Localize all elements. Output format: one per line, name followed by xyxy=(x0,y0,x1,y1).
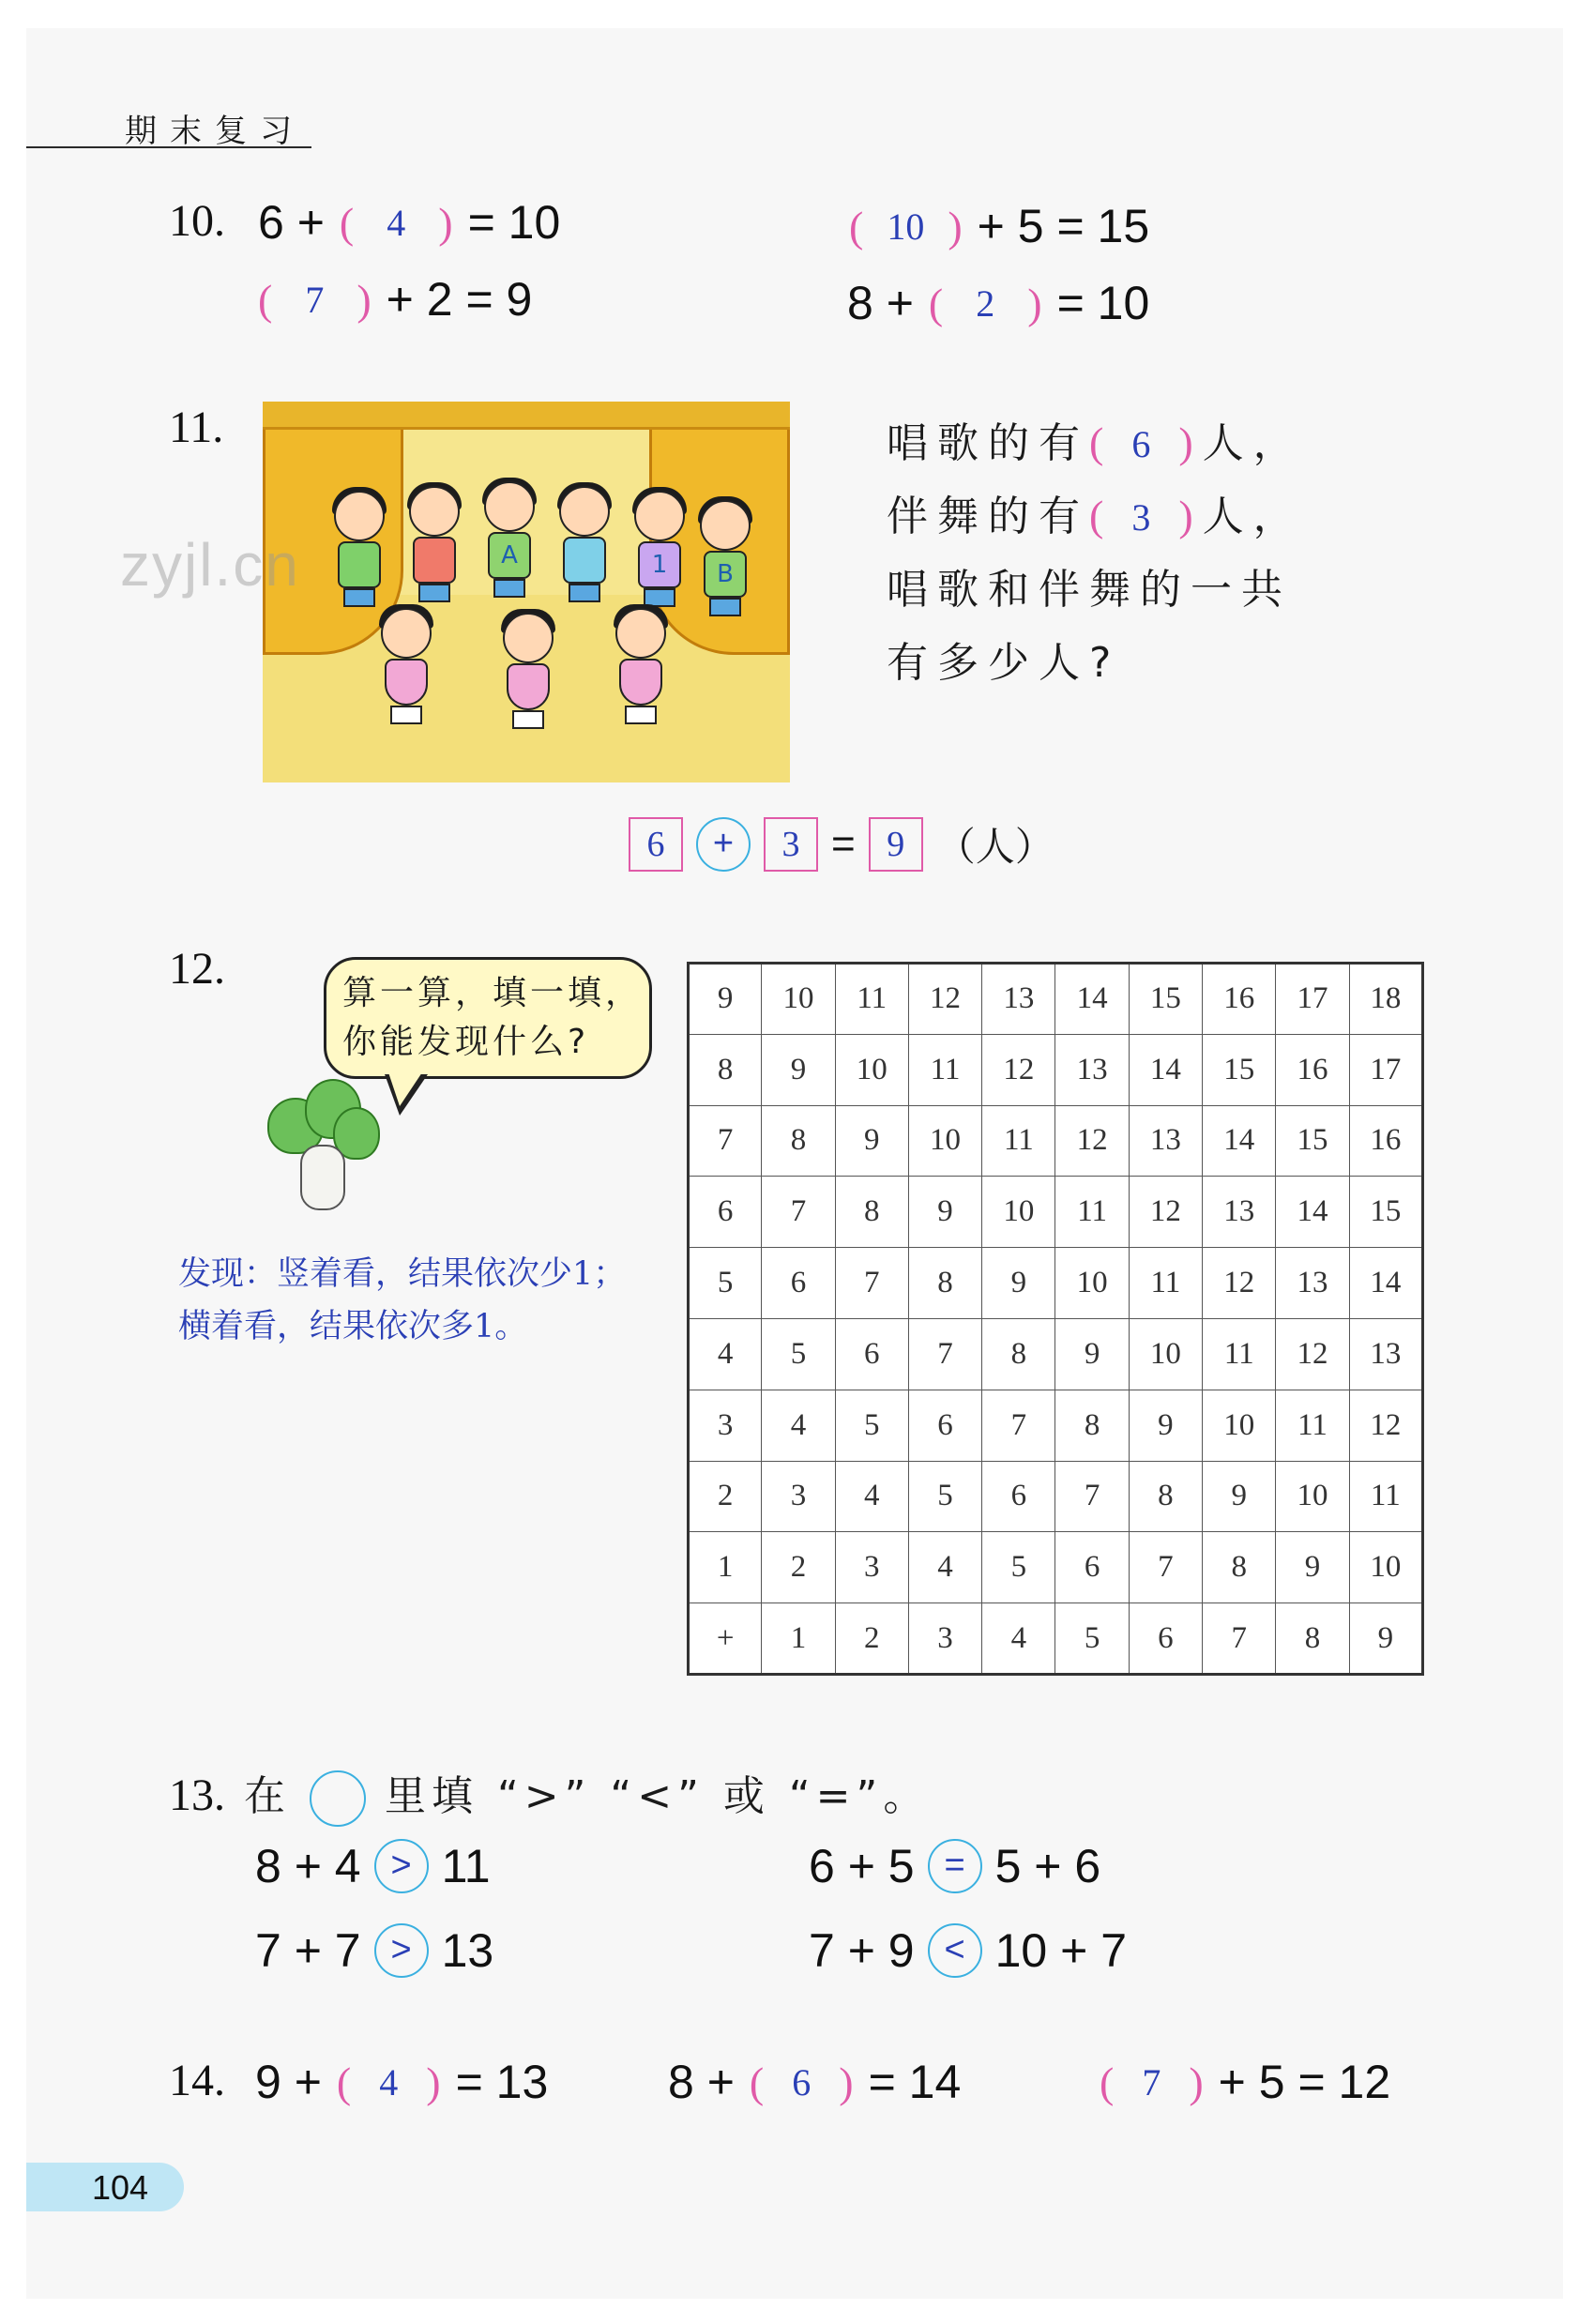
grid-cell: 6 xyxy=(835,1318,908,1390)
grid-cell: 14 xyxy=(1055,964,1129,1035)
grid-cell: 7 xyxy=(835,1248,908,1319)
grid-row xyxy=(689,1105,1423,1177)
grid-cell: 2 xyxy=(689,1461,762,1532)
q10-eq2-right: + 5 = 15 xyxy=(977,200,1150,252)
q14-equation-3: ( 7 ) + 5 = 12 xyxy=(1100,2056,1391,2108)
grid-cell: 12 xyxy=(1203,1248,1276,1319)
grid-cell: 16 xyxy=(1349,1105,1422,1177)
grid-cell: 9 xyxy=(1129,1390,1202,1461)
paren-close: ) xyxy=(1027,279,1042,327)
grid-row xyxy=(689,1318,1423,1390)
grid-cell: 10 xyxy=(908,1105,981,1177)
grid-cell: 10 xyxy=(835,1034,908,1105)
section-title: 期末复习 xyxy=(125,113,305,150)
q11-dancers-answer[interactable]: 3 xyxy=(1131,496,1161,539)
grid-cell: 11 xyxy=(1129,1248,1202,1319)
question-11-number: 11. xyxy=(169,403,224,452)
q13-item-1-sign[interactable]: > xyxy=(374,1839,429,1893)
q10-eq3-answer[interactable]: 7 xyxy=(305,278,325,321)
grid-cell: 7 xyxy=(908,1318,981,1390)
q13-item-4: 7 + 9 < 10 + 7 xyxy=(809,1924,1128,1977)
paren-open: ( xyxy=(849,202,864,251)
grid-cell: 7 xyxy=(1055,1461,1129,1532)
q13-item-2-sign[interactable]: = xyxy=(928,1839,982,1893)
q10-equation-2 xyxy=(849,199,1149,253)
singer-boy-5 xyxy=(629,491,690,603)
q10-equation-1 xyxy=(258,195,560,250)
q10-equation-4 xyxy=(847,276,1149,330)
grid-cell: 11 xyxy=(1055,1177,1129,1248)
grid-cell: 13 xyxy=(1055,1034,1129,1105)
calc-unit: （人） xyxy=(935,824,1054,870)
grid-cell: 13 xyxy=(982,964,1055,1035)
calc-equals: = xyxy=(831,821,856,867)
grid-cell: 5 xyxy=(1055,1603,1129,1675)
grid-cell: 12 xyxy=(1055,1105,1129,1177)
grid-cell: 5 xyxy=(982,1532,1055,1603)
q10-eq1-left: 6 + xyxy=(258,196,325,249)
q13-item-3-sign[interactable]: > xyxy=(374,1923,429,1978)
grid-cell: 11 xyxy=(982,1105,1055,1177)
grid-cell: 4 xyxy=(982,1603,1055,1675)
grid-cell: 8 xyxy=(689,1034,762,1105)
grid-cell: 5 xyxy=(762,1318,835,1390)
grid-cell: 17 xyxy=(1276,964,1349,1035)
calc-box-result[interactable]: 9 xyxy=(869,817,923,872)
q10-eq1-right: = 10 xyxy=(467,196,561,249)
grid-row xyxy=(689,1532,1423,1603)
grid-row xyxy=(689,1390,1423,1461)
grid-cell: 14 xyxy=(1349,1248,1422,1319)
grid-cell: 7 xyxy=(1203,1603,1276,1675)
q11-calculation xyxy=(629,816,1054,873)
grid-cell: 5 xyxy=(835,1390,908,1461)
grid-cell: 12 xyxy=(1129,1177,1202,1248)
q13-item-3: 7 + 7 > 13 xyxy=(255,1924,494,1977)
question-14-number: 14. xyxy=(169,2056,225,2105)
grid-cell: 12 xyxy=(1349,1390,1422,1461)
grid-cell: 4 xyxy=(835,1461,908,1532)
grid-cell: 16 xyxy=(1276,1034,1349,1105)
grid-cell: 9 xyxy=(982,1248,1055,1319)
grid-cell: 13 xyxy=(1349,1318,1422,1390)
grid-cell: 2 xyxy=(835,1603,908,1675)
grid-cell: 3 xyxy=(689,1390,762,1461)
grid-cell: 11 xyxy=(835,964,908,1035)
grid-cell: 1 xyxy=(762,1603,835,1675)
paren-close: ) xyxy=(357,275,372,324)
grid-cell: 8 xyxy=(1203,1532,1276,1603)
cabbage-mascot xyxy=(263,1079,385,1229)
singer-boy-4 xyxy=(554,486,615,599)
q10-eq4-answer[interactable]: 2 xyxy=(976,281,995,325)
grid-row xyxy=(689,1603,1423,1675)
grid-cell: + xyxy=(689,1603,762,1675)
grid-cell: 8 xyxy=(835,1177,908,1248)
grid-cell: 15 xyxy=(1129,964,1202,1035)
q14-eq3-answer[interactable]: 7 xyxy=(1142,2060,1161,2104)
grid-cell: 8 xyxy=(1276,1603,1349,1675)
grid-row xyxy=(689,1177,1423,1248)
q14-equation-1: 9 + ( 4 ) = 13 xyxy=(255,2056,549,2108)
grid-cell: 9 xyxy=(1349,1603,1422,1675)
paren-close: ) xyxy=(948,202,963,251)
question-13-number: 13. xyxy=(169,1770,225,1820)
shirt-number-1: 1 xyxy=(638,541,681,588)
grid-cell: 7 xyxy=(982,1390,1055,1461)
grid-cell: 6 xyxy=(908,1390,981,1461)
grid-cell: 8 xyxy=(908,1248,981,1319)
grid-cell: 10 xyxy=(1055,1248,1129,1319)
grid-cell: 12 xyxy=(982,1034,1055,1105)
grid-cell: 11 xyxy=(1203,1318,1276,1390)
question-12-number: 12. xyxy=(169,944,225,994)
grid-cell: 9 xyxy=(762,1034,835,1105)
grid-cell: 14 xyxy=(1276,1177,1349,1248)
q11-line-3: 唱歌和伴舞的一共 xyxy=(887,566,1292,614)
dancer-girl-3 xyxy=(610,608,672,721)
paren-open: ( xyxy=(258,275,273,324)
calc-operator-circle[interactable]: + xyxy=(696,817,751,872)
grid-cell: 13 xyxy=(1276,1248,1349,1319)
grid-cell: 9 xyxy=(689,964,762,1035)
grid-cell: 10 xyxy=(1129,1318,1202,1390)
grid-cell: 1 xyxy=(689,1532,762,1603)
grid-cell: 4 xyxy=(762,1390,835,1461)
grid-cell: 11 xyxy=(908,1034,981,1105)
grid-cell: 7 xyxy=(1129,1532,1202,1603)
calc-box-b[interactable]: 3 xyxy=(764,817,818,872)
grid-row xyxy=(689,1034,1423,1105)
stage-illustration xyxy=(263,402,790,782)
grid-cell: 8 xyxy=(1055,1390,1129,1461)
grid-cell: 9 xyxy=(1203,1461,1276,1532)
discovery-line-2: 横着看，结果依次多1。 xyxy=(178,1308,528,1345)
grid-cell: 13 xyxy=(1129,1105,1202,1177)
page-number: 104 xyxy=(92,2168,149,2207)
grid-cell: 10 xyxy=(1276,1461,1349,1532)
calc-box-a[interactable]: 6 xyxy=(629,817,683,872)
grid-cell: 8 xyxy=(762,1105,835,1177)
singer-boy-1 xyxy=(328,491,390,603)
grid-cell: 11 xyxy=(1276,1390,1349,1461)
grid-cell: 3 xyxy=(762,1461,835,1532)
paren-close: ) xyxy=(438,198,453,247)
grid-cell: 9 xyxy=(835,1105,908,1177)
q13-item-2: 6 + 5 = 5 + 6 xyxy=(809,1840,1101,1892)
paren-open: ( xyxy=(339,198,355,247)
q11-singers-answer[interactable]: 6 xyxy=(1131,423,1161,465)
grid-row xyxy=(689,964,1423,1035)
grid-cell: 15 xyxy=(1276,1105,1349,1177)
q13-instruction: 13. 在 里填 “>” “<” 或 “=”。 xyxy=(169,1762,930,1827)
grid-cell: 7 xyxy=(762,1177,835,1248)
q10-eq4-right: = 10 xyxy=(1056,277,1150,329)
grid-cell: 6 xyxy=(1129,1603,1202,1675)
paren-open: ( xyxy=(928,279,944,327)
grid-row xyxy=(689,1461,1423,1532)
speech-bubble-text: 算一算，填一填， 你能发现什么? xyxy=(342,974,644,1061)
grid-cell: 11 xyxy=(1349,1461,1422,1532)
grid-cell: 6 xyxy=(762,1248,835,1319)
q14-eq2-answer[interactable]: 6 xyxy=(792,2060,812,2104)
dancer-girl-2 xyxy=(497,613,559,725)
grid-cell: 5 xyxy=(908,1461,981,1532)
grid-cell: 3 xyxy=(908,1603,981,1675)
q14-equation-2: 8 + ( 6 ) = 14 xyxy=(668,2056,962,2108)
page-number-badge xyxy=(26,2163,184,2211)
grid-cell: 13 xyxy=(1203,1177,1276,1248)
grid-cell: 18 xyxy=(1349,964,1422,1035)
grid-cell: 5 xyxy=(689,1248,762,1319)
dancer-girl-1 xyxy=(375,608,437,721)
q13-item-1: 8 + 4 > 11 xyxy=(255,1840,491,1892)
grid-cell: 10 xyxy=(1203,1390,1276,1461)
addition-table xyxy=(687,962,1424,1676)
grid-cell: 2 xyxy=(762,1532,835,1603)
q11-line-4: 有多少人? xyxy=(887,639,1121,687)
blank-circle-icon xyxy=(310,1770,366,1827)
shirt-letter-b: B xyxy=(704,551,747,598)
singer-boy-6 xyxy=(694,500,756,613)
grid-cell: 3 xyxy=(835,1532,908,1603)
q10-eq1-answer[interactable]: 4 xyxy=(387,201,406,244)
grid-cell: 8 xyxy=(982,1318,1055,1390)
q10-equation-3 xyxy=(258,272,532,327)
grid-cell: 12 xyxy=(908,964,981,1035)
grid-cell: 4 xyxy=(689,1318,762,1390)
grid-cell: 17 xyxy=(1349,1034,1422,1105)
grid-cell: 4 xyxy=(908,1532,981,1603)
section-header xyxy=(26,101,311,148)
grid-cell: 8 xyxy=(1129,1461,1202,1532)
curtain-valance xyxy=(263,402,790,430)
q13-item-4-sign[interactable]: < xyxy=(928,1923,982,1978)
grid-cell: 12 xyxy=(1276,1318,1349,1390)
singer-boy-2 xyxy=(403,486,465,599)
grid-cell: 14 xyxy=(1203,1105,1276,1177)
q10-eq2-answer[interactable]: 10 xyxy=(887,205,925,248)
q14-eq1-answer[interactable]: 4 xyxy=(379,2060,399,2104)
grid-cell: 14 xyxy=(1129,1034,1202,1105)
grid-cell: 9 xyxy=(908,1177,981,1248)
grid-cell: 10 xyxy=(982,1177,1055,1248)
grid-cell: 6 xyxy=(1055,1532,1129,1603)
grid-cell: 10 xyxy=(762,964,835,1035)
q10-eq4-left: 8 + xyxy=(847,277,914,329)
question-10-number: 10. xyxy=(169,196,225,246)
q10-eq3-right: + 2 = 9 xyxy=(386,273,533,326)
watermark: zyjl.cn xyxy=(120,531,300,599)
grid-cell: 15 xyxy=(1203,1034,1276,1105)
shirt-letter-a: A xyxy=(488,532,531,579)
discovery-line-1: 发现：竖着看，结果依次少1； xyxy=(178,1255,627,1293)
grid-cell: 7 xyxy=(689,1105,762,1177)
grid-cell: 9 xyxy=(1055,1318,1129,1390)
grid-cell: 6 xyxy=(689,1177,762,1248)
grid-cell: 16 xyxy=(1203,964,1276,1035)
singer-boy-3 xyxy=(478,481,540,594)
grid-cell: 6 xyxy=(982,1461,1055,1532)
q11-line-2: 伴舞的有( 3 )人， xyxy=(887,492,1304,540)
q11-line-1: 唱歌的有( 6 )人， xyxy=(887,418,1304,467)
grid-cell: 10 xyxy=(1349,1532,1422,1603)
grid-cell: 9 xyxy=(1276,1532,1349,1603)
grid-row xyxy=(689,1248,1423,1319)
grid-cell: 15 xyxy=(1349,1177,1422,1248)
